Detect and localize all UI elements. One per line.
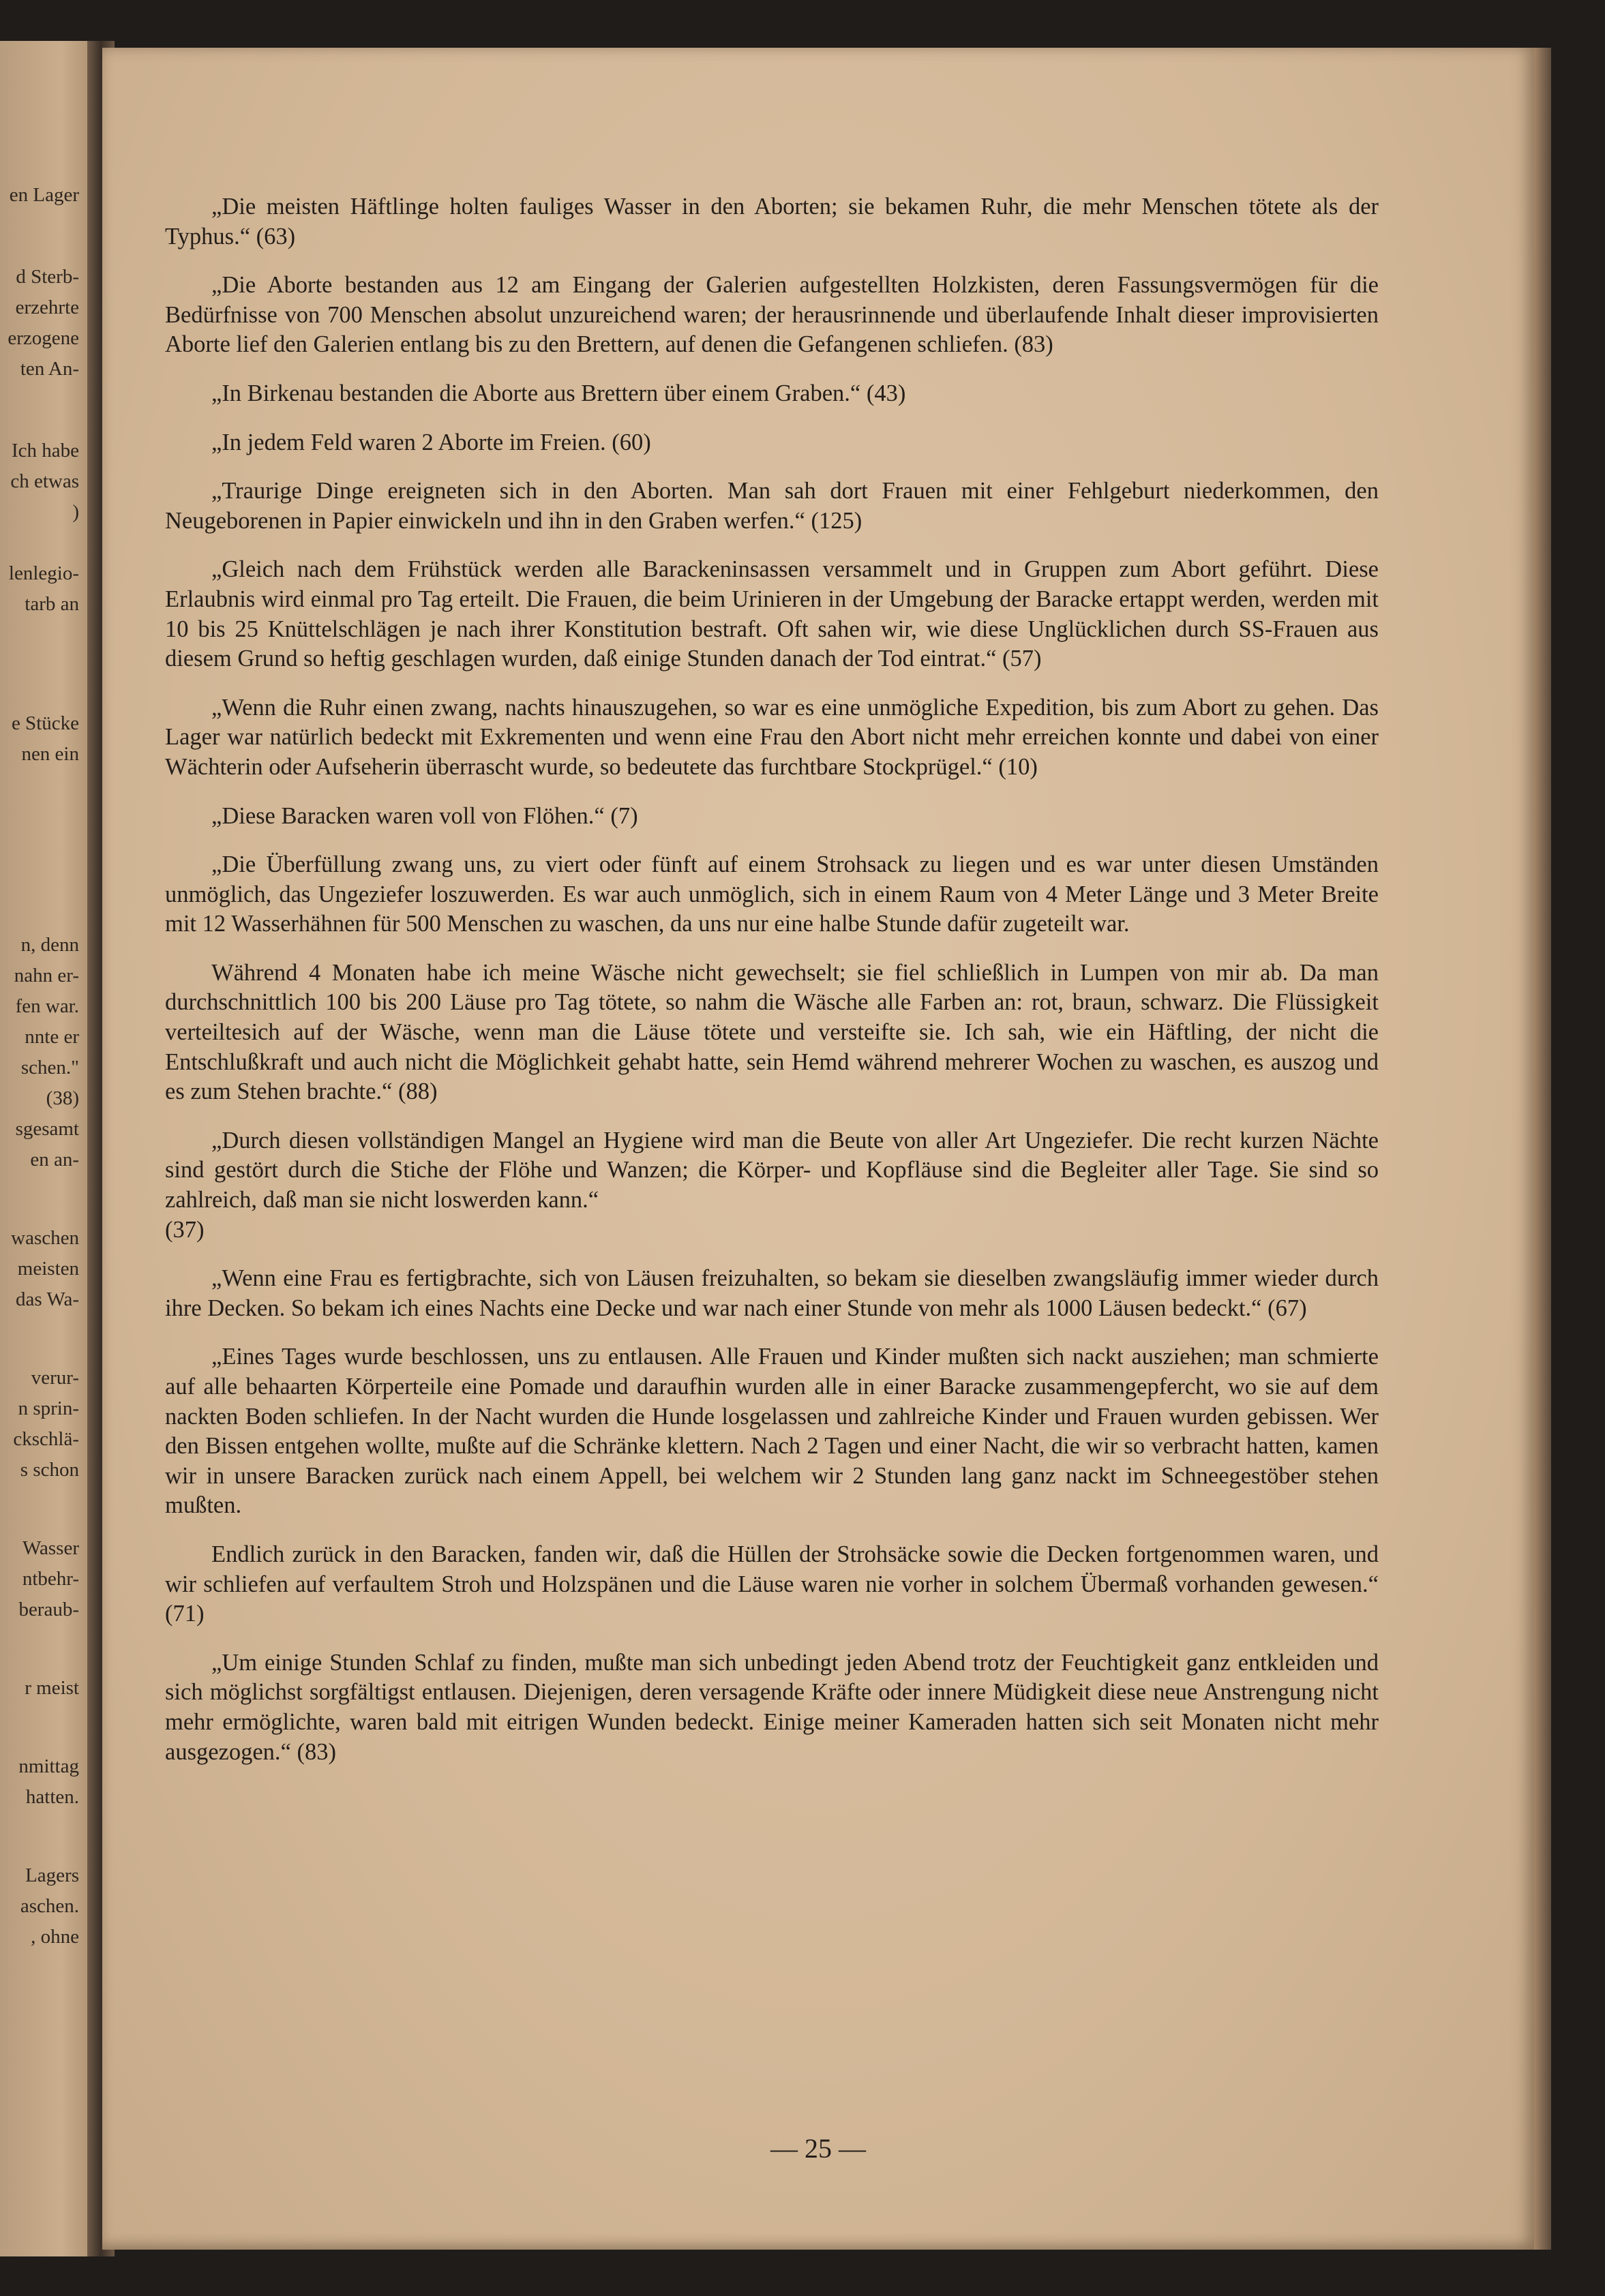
- paragraph: „Wenn die Ruhr einen zwang, nachts hinauszugehen, so war es eine unmögliche Expedition, bis zum Abort zu gehen. Das Lager war natürlich bedeckt mit Exkrementen und wenn eine Frau den Abort nicht mehr erreichen konnte und dabei von einer Wächterin oder Aufseherin überrascht wurde, so bedeutete das furchtbare Stockprügel.“ (10): [165, 694, 1379, 780]
- margin-fragment: r meist: [25, 1677, 79, 1699]
- margin-fragment: en an-: [30, 1149, 79, 1170]
- margin-fragment: n sprin-: [18, 1398, 79, 1419]
- margin-fragment: tarb an: [25, 593, 79, 615]
- margin-fragment: waschen: [11, 1227, 79, 1249]
- paragraph: „Die Aborte bestanden aus 12 am Eingang der Galerien aufgestellten Holzkisten, deren Fassungsvermögen für die Bedürfnisse von 700 Menschen absolut unzureichend waren; der herausrinnende und überlaufende Inhalt dieser improvisierten Aborte lief den Galerien entlang bis zu den Brettern, auf denen die Gefangenen schliefen. (83): [165, 272, 1379, 358]
- margin-fragment: e Stücke: [11, 712, 79, 734]
- margin-fragment: fen war.: [15, 995, 79, 1017]
- margin-fragment: , ohne: [31, 1926, 79, 1948]
- margin-fragment: nahn er-: [14, 965, 79, 986]
- margin-fragment: erzehrte: [15, 297, 79, 318]
- page-number: — 25 —: [770, 2133, 866, 2164]
- margin-fragment: lenlegio-: [8, 562, 79, 584]
- margin-fragment: verur-: [31, 1367, 79, 1389]
- margin-fragment: ch etwas: [10, 470, 79, 492]
- paragraph: „Wenn eine Frau es fertigbrachte, sich von Läusen freizuhalten, so bekam sie dieselben zwangsläufig immer wieder durch ihre Decken. So bekam ich eines Nachts eine Decke und war nach einer Stunde von mehr als 1000 Läusen bedeckt.“ (67): [165, 1265, 1379, 1321]
- margin-fragment: schen.": [20, 1057, 79, 1078]
- paragraph: „Die meisten Häftlinge holten fauliges Wasser in den Aborten; sie bekamen Ruhr, die mehr Menschen tötete als der Typhus.“ (63): [165, 194, 1379, 250]
- margin-fragment: hatten.: [25, 1786, 79, 1808]
- paragraph: „Um einige Stunden Schlaf zu finden, mußte man sich unbedingt jeden Abend trotz der Feuchtigkeit ganz entkleiden und sich möglichst sorgfältigst entlausen. Diejenigen, deren versagende Kräfte oder innere Müdigkeit diese neue Anstrengung nicht mehr ermöglichte, waren bald mit eitrigen Wunden bedeckt. Einige meiner Kameraden hatten sich seit Monaten nicht mehr ausgezogen.“ (83): [165, 1649, 1379, 1765]
- paragraph: Endlich zurück in den Baracken, fanden wir, daß die Hüllen der Strohsäcke sowie die Decken fortgenommen waren, und wir schliefen auf verfaultem Stroh und Holzspänen und die Läuse waren nie vorher in solchem Übermaß vorhanden gewesen.“ (71): [165, 1541, 1379, 1627]
- margin-fragment: sgesamt: [15, 1118, 79, 1140]
- paragraph: „Eines Tages wurde beschlossen, uns zu entlausen. Alle Frauen und Kinder mußten sich nackt ausziehen; man schmierte auf alle behaarten Körperteile eine Pomade und daraufhin wurden alle in einer Baracke zusammengepfercht, wo sie auf dem nackten Boden schliefen. In der Nacht wurden die Hunde losgelassen und zahlreiche Kinder und Frauen wurden gebissen. Wer den Bissen entgehen wollte, mußte auf die Schränke klettern. Nach 2 Tagen und einer Nacht, die wir so verbracht hatten, kamen wir in unsere Baracken zurück nach einem Appell, bei welchem wir 2 Stunden lang ganz nackt im Schneegestöber stehen mußten.: [165, 1344, 1379, 1519]
- margin-fragment: nnte er: [25, 1026, 79, 1048]
- paragraph: „In jedem Feld waren 2 Aborte im Freien. (60): [211, 429, 651, 455]
- paragraph: „Traurige Dinge ereigneten sich in den Aborten. Man sah dort Frauen mit einer Fehlgeburt niederkommen, den Neugeborenen in Papier einwickeln und ihn in den Graben werfen.“ (125): [165, 478, 1379, 534]
- paragraph: „Gleich nach dem Frühstück werden alle Barackeninsassen versammelt und in Gruppen zum Abort geführt. Diese Erlaubnis wird einmal pro Tag erteilt. Die Frauen, die beim Urinieren in der Umgebung der Baracke ertappt werden, werden mit 10 bis 25 Knüttelschlägen je nach ihrer Konstitution bestraft. Oft sahen wir, wie diese Unglücklichen durch SS-Frauen aus diesem Grund so heftig geschlagen wurden, daß einige Stunden danach der Tod eintrat.“ (57): [165, 556, 1379, 672]
- margin-fragment: erzogene: [7, 327, 79, 349]
- margin-fragment: Lagers: [25, 1864, 79, 1886]
- margin-fragment: ckschlä-: [13, 1428, 79, 1450]
- page-edge: [1534, 48, 1551, 2250]
- margin-fragment: s schon: [20, 1459, 79, 1481]
- margin-fragment: nen ein: [21, 743, 79, 765]
- margin-fragment: d Sterb-: [16, 266, 79, 288]
- margin-fragment: Wasser: [22, 1537, 79, 1559]
- margin-fragment: beraub-: [18, 1599, 79, 1620]
- paragraph: Während 4 Monaten habe ich meine Wäsche nicht gewechselt; sie fiel schließlich in Lumpen von mir ab. Da man durchschnittlich 100 bis 200 Läuse pro Tag tötete, so nahm die Wäsche alle Farben an: rot, braun, schwarz. Die Flüssigkeit verteiltesich auf der Wäsche, wenn man die Läuse tötete und versteifte sie. Ich sah, wie ein Häftling, der nicht die Entschlußkraft und auch nicht die Möglichkeit gehabt hatte, sein Hemd während mehrerer Wochen zu waschen, es auszog und es zum Stehen brachte.“ (88): [165, 959, 1379, 1105]
- paragraph: „Die Überfüllung zwang uns, zu viert oder fünft auf einem Strohsack zu liegen und es war unter diesen Umständen unmöglich, das Ungeziefer loszuwerden. Es war auch unmöglich, sich in einem Raum von 4 Meter Länge und 3 Meter Breite mit 12 Wasserhähnen für 500 Menschen zu waschen, da uns nur eine halbe Stunde dafür zugeteilt war.: [165, 851, 1379, 937]
- margin-fragment: n, denn: [20, 934, 79, 956]
- margin-fragment: nmittag: [18, 1755, 79, 1777]
- citation: (37): [165, 1216, 205, 1243]
- margin-fragment: das Wa-: [16, 1288, 79, 1310]
- margin-fragment: meisten: [17, 1258, 79, 1280]
- margin-fragment: Ich habe: [11, 440, 79, 462]
- margin-fragment: en Lager: [9, 184, 79, 206]
- body-text: [165, 192, 1379, 1786]
- margin-fragment: aschen.: [20, 1895, 79, 1917]
- margin-fragment: ten An-: [20, 358, 79, 380]
- margin-fragment: ): [72, 501, 79, 523]
- margin-fragment: (38): [46, 1087, 79, 1109]
- paragraph: „Durch diesen vollständigen Mangel an Hygiene wird man die Beute von aller Art Ungeziefer. Die recht kurzen Nächte sind gestört durch die Stiche der Flöhe und Wanzen; die Körper- und Kopfläuse sind die Begleiter aller Tage. Sie sind so zahlreich, daß man sie nicht loswerden kann.“: [165, 1127, 1379, 1213]
- paragraph: „Diese Baracken waren voll von Flöhen.“ (7): [211, 802, 638, 829]
- margin-fragment: ntbehr-: [22, 1568, 79, 1590]
- paragraph: „In Birkenau bestanden die Aborte aus Brettern über einem Graben.“ (43): [211, 380, 906, 406]
- book-page: [102, 48, 1534, 2250]
